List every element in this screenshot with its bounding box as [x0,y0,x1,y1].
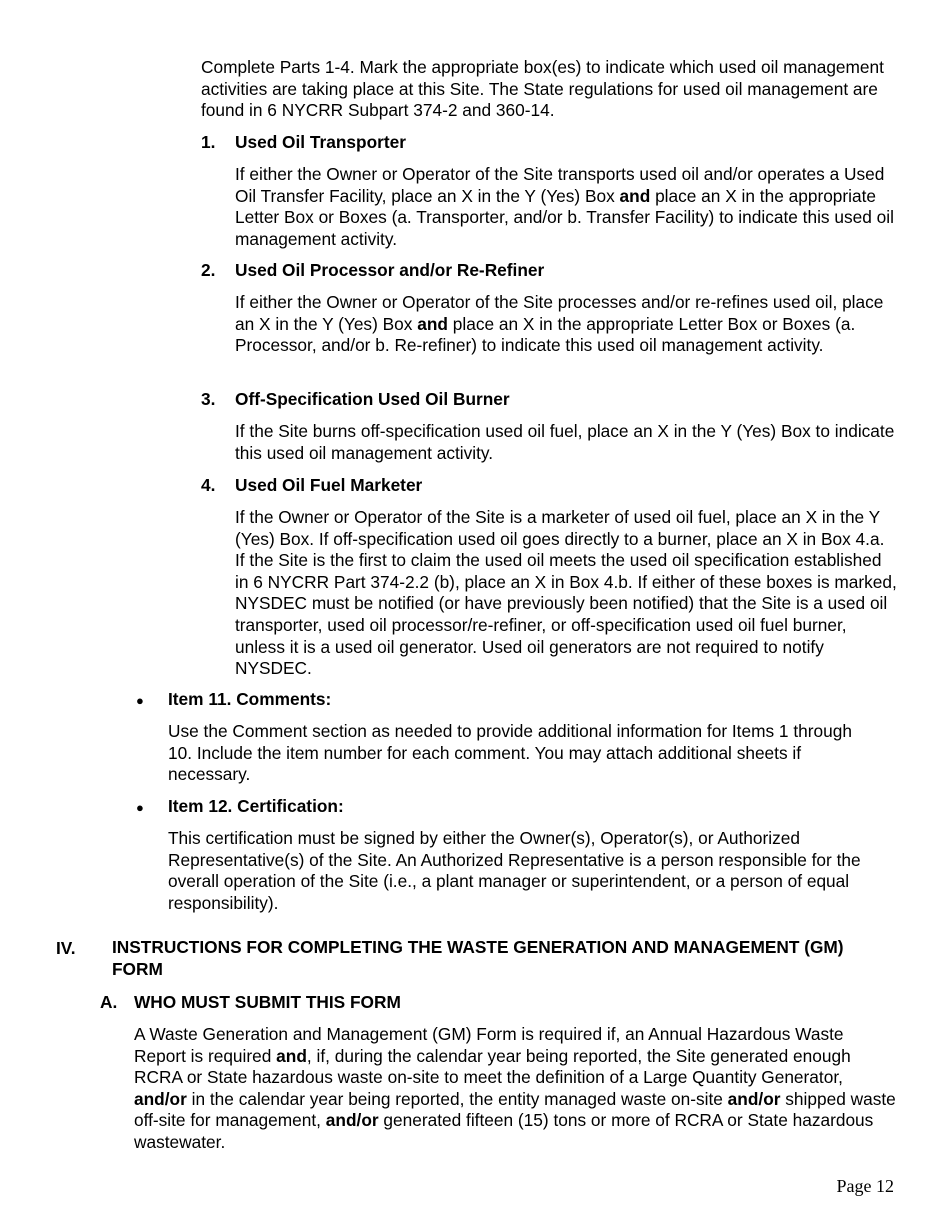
item-12-title: Item 12. Certification: [168,796,344,816]
bullet-icon: ● [136,800,144,815]
bullet-icon: ● [136,693,144,708]
part-3-body [235,421,895,464]
part-1-number: 1. [201,132,216,152]
item-12-body [168,828,893,914]
emphasis-text: and [417,313,448,334]
text-run: If the Owner or Operator of the Site is a marketer of used oil fuel, place an X in the Y (Yes) Box. If off-specification used oil goes directly to a burner, place an X in Box 4.a. If the Site is the first to claim the used oil meets the used oil specification established in 6 NYCRR Part 374-2.2 (b), place an X in Box 4.b. If either of these boxes is marked, NYSDEC must be notified (or have previously been notified) that the Site is a used oil transporter, used oil processor/re-refiner, or off-specification used oil fuel burner, unless it is a used oil generator. Used oil generators are not required to notify NYSDEC. [235,507,897,679]
part-4-title: Used Oil Fuel Marketer [235,475,423,495]
item-11-body [168,721,868,786]
text-run: If either the Owner or Operator of the Site transports used oil and/or operates a Used Oil Transfer Facility, place an X in the Y (Yes) Box [235,164,885,206]
part-4-body [235,507,897,680]
text-run: , if, during the calendar year being reported, the Site generated enough RCRA or State hazardous waste on-site to meet the definition of a Large Quantity Generator, [134,1045,851,1088]
part-1-title: Used Oil Transporter [235,132,406,152]
section-title: INSTRUCTIONS FOR COMPLETING THE WASTE GENERATION AND MANAGEMENT (GM) FORM [112,937,844,979]
text-run: shipped waste off-site for management, [134,1088,896,1131]
text-run: If either the Owner or Operator of the Site processes and/or re-refines used oil, place an X in the Y (Yes) Box [235,292,884,334]
emphasis-text: and [619,185,651,206]
text-run: in the calendar year being reported, the entity managed waste on-site [186,1088,728,1109]
text-run: Use the Comment section as needed to provide additional information for Items 1 through 10. Include the item number for each comment. You may attach additional sheets if necessary. [168,721,852,785]
text-run: place an X in the appropriate Letter Box or Boxes (a. Processor, and/or b. Re-refiner) to indicate this used oil management activity. [235,313,856,356]
text-run: generated fifteen (15) tons or more of RCRA or State hazardous wastewater. [134,1110,874,1152]
text-run: A Waste Generation and Management (GM) Form is required if, an Annual Hazardous Waste Report is required [134,1024,844,1066]
part-3-title: Off-Specification Used Oil Burner [235,389,510,409]
text-run: If the Site burns off-specification used oil fuel, place an X in the Y (Yes) Box to indicate this used oil management activity. [235,421,895,463]
text-run: Complete Parts 1-4. Mark the appropriate box(es) to indicate which used oil management activities are taking place at this Site. The State regulations for used oil management are found in 6 NYCRR Subpart 374-2 and 360-14. [201,57,884,121]
emphasis-text: and/or [727,1088,781,1109]
page-number: Page 12 [836,1176,894,1196]
intro-paragraph [201,57,891,122]
part-2-title: Used Oil Processor and/or Re-Refiner [235,260,545,280]
part-2-body [235,292,895,357]
part-2-number: 2. [201,260,216,280]
emphasis-text: and [276,1045,307,1066]
emphasis-text: and/or [325,1110,379,1131]
part-4-number: 4. [201,475,216,495]
section-number: IV. [56,938,76,958]
text-run: This certification must be signed by either the Owner(s), Operator(s), or Authorized Representative(s) of the Site. An Authorized Representative is a person responsible for the overall operation of the Site (i.e., a plant manager or superintendent, or a person of equal responsibility). [168,828,861,913]
part-3-number: 3. [201,389,216,409]
emphasis-text: and/or [134,1088,187,1109]
text-run: place an X in the appropriate Letter Box or Boxes (a. Transporter, and/or b. Transfer Facility) to indicate this used oil management activity. [235,185,894,249]
subsection-body [134,1024,896,1154]
subsection-title: WHO MUST SUBMIT THIS FORM [134,992,401,1012]
part-1-body [235,164,895,250]
item-11-title: Item 11. Comments: [168,689,332,709]
subsection-number: A. [100,992,118,1012]
